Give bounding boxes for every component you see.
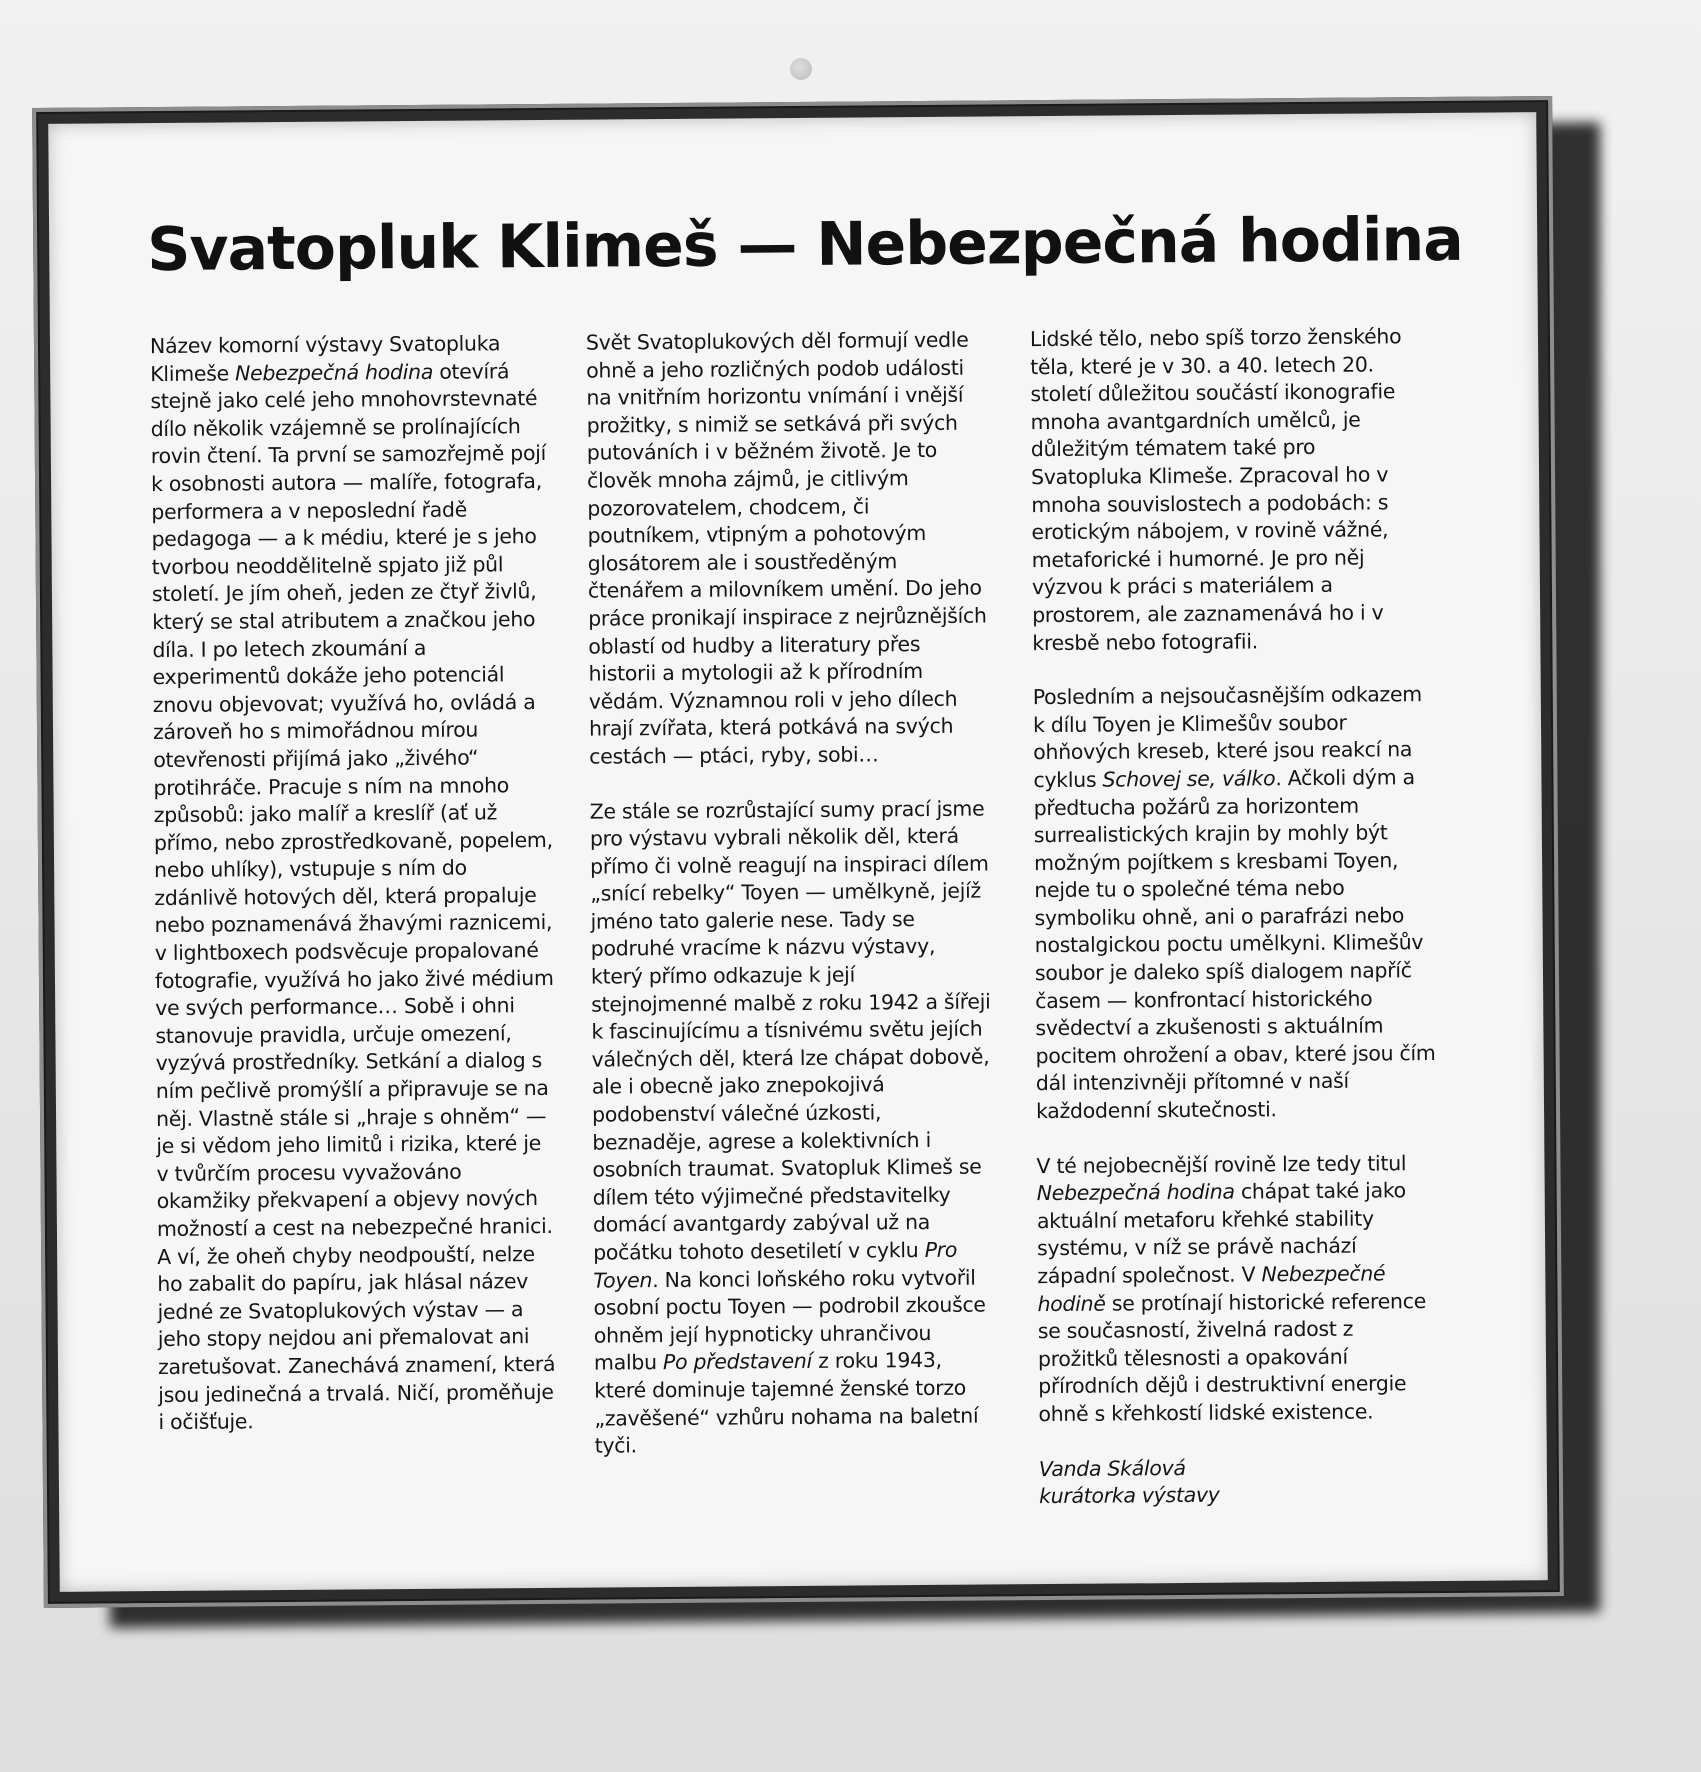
signature-role: kurátorka výstavy [1038, 1482, 1220, 1509]
paragraph [1036, 1150, 1438, 1429]
signature [1039, 1453, 1439, 1511]
exhibition-title: Svatopluk Klimeš — Nebezpečná hodina [146, 204, 1463, 286]
text-span: Posledním a nejsoučasnějším odkazem k dílu Toyen je Klimešův soubor ohňových kreseb, které jsou reakcí na cyklus [1032, 682, 1422, 793]
paragraph: Svět Svatoplukových děl formují vedle ohně a jeho rozličných podob události na vnitřním horizontu vnímání i vnější prožitky, s nimiž se setkává při svých putováních i v běžném životě. Je to člověk mnoha zájmů, je citlivým pozorovatelem, chodcem, či poutníkem, vtipným a pohotovým glosátorem ale i soustředěným čtenářem a milovníkem umění. Do jeho práce pronikají inspirace z nejrůznějších oblastí od hudby a literatury přes historii a mytologii až k přírodním vědám. Významnou roli v jeho dílech hrají zvířata, která potkává na svých cestách — ptáci, ryby, sobi… [585, 327, 987, 769]
text-span: . Ačkoli dým a předtucha požárů za horizontem surrealistických krajin by mohly být možným pojítkem s kresbami Toyen, nejde tu o společné téma nebo symboliku ohně, ani o parafrázi nebo nostalgickou poctu umělkyni. Klimešův soubor je daleko spíš dialogem napříč časem — konfrontací historického svědectví a zkušenosti s aktuálním pocitem ohrožení a obav, které jsou čím dál intenzivněji přítomné v naší každodenní skutečnosti. [1033, 765, 1436, 1124]
italic-title: Nebezpečné hodině [1037, 1261, 1386, 1316]
text-span: Název komorní výstavy Svatopluka Klimeše [149, 331, 501, 386]
text-span: V té nejobecnější rovině lze tedy titul [1036, 1150, 1407, 1178]
text-span: chápat také jako aktuální metaforu křehké stability systému, v níž se právě nachází západní společnost. V [1036, 1178, 1406, 1289]
italic-title: Nebezpečná hodina [234, 359, 434, 385]
text-column-3 [1030, 323, 1439, 1511]
italic-title: Nebezpečná hodina [1036, 1179, 1235, 1206]
text-span: se protínají historické reference se současností, živelná radost z prožitků tělesnosti a opakování přírodních dějů i destruktivní energie ohně s křehkostí lidské existence. [1037, 1288, 1427, 1427]
paragraph [590, 795, 995, 1460]
paragraph [150, 330, 559, 1437]
signature-name: Vanda Skálová [1038, 1455, 1186, 1481]
text-column-1 [150, 330, 559, 1437]
picture-frame [32, 96, 1564, 1608]
wall-nail [790, 58, 812, 80]
italic-title: Pro Toyen [593, 1237, 958, 1293]
italic-title: Schovej se, válko [1102, 766, 1276, 792]
exhibition-text-panel [48, 112, 1547, 1592]
paragraph [1033, 681, 1436, 1126]
text-span: Ze stále se rozrůstající sumy prací jsme pro výstavu vybrali několik děl, která přímo či volně reagují na inspiraci dílem „snící rebelky“ Toyen — umělkyně, jejíž jméno tato galerie nese. Tady se podruhé vracíme k názvu výstavy, který přímo odkazuje k její stejnojmenné malbě z roku 1942 a šířeji k fascinujícímu a tísnivému světu jejích válečných děl, která lze chápat dobově, ale i obecně jako znepokojivá podobenství válečné úzkosti, beznaděje, agrese a kolektivních i osobních traumat. Svatopluk Klimeš se dílem této výjimečné představitelky domácí avantgardy zabýval už na počátku tohoto desetiletí v cyklu [589, 796, 991, 1265]
text-span: otevírá stejně jako celé jeho mnohovrstevnaté dílo několik vzájemně se prolínajících rovin čtení. Ta první se samozřejmě pojí k osobnosti autora — malíře, fotografa, performera a v neposlední řadě pedagoga — a k médiu, které je s jeho tvorbou neoddělitelně spjato již půl století. Je jím oheň, jeden ze čtyř živlů, který se stal atributem a značkou jeho díla. I po letech zkoumání a experimentů dokáže jeho potenciál znovu objevovat; využívá ho, ovládá a zároveň ho s mimořádnou mírou otevřenosti přijímá jako „živého“ protihráče. Pracuje s ním na mnoho způsobů: jako malíř a kreslíř (ať už přímo, nebo zprostředkovaně, popelem, nebo uhlíky), vstupuje s ním do zdánlivě hotových děl, která propaluje nebo poznamenává žhavými raznicemi, v lightboxech podsvěcuje propalované fotografie, využívá ho jako živé médium ve svých performance… Sobě i ohni stanovuje pravidla, určuje omezení, vyzývá prostředníky. Setkání a dialog s ním pečlivě promýšlí a připravuje se na něj. Vlastně stále si „hraje s ohněm“ — je si vědom jeho limitů i rizika, které je v tvůrčím procesu vyvažováno okamžiky překvapení a objevy nových možností a cest na nebezpečné hranici. A ví, že oheň chyby neodpouští, nelze ho zabalit do papíru, jak hlásal název jedné ze Svatoplukových výstav — a jeho stopy nejdou ani přemalovat ani zaretušovat. Zanechává znamení, která jsou jedinečná a trvalá. Ničí, proměňuje i očišťuje. [150, 358, 556, 1435]
paragraph: Lidské tělo, nebo spíš torzo ženského těla, které je v 30. a 40. letech 20. století důležitou součástí ikonografie mnoha avantgardních umělců, je důležitým tématem také pro Svatopluka Klimeše. Zpracoval ho v mnoha souvislostech a podobách: s erotickým nábojem, v rovině vážné, metaforické i humorné. Je pro něj výzvou k práci s materiálem a prostorem, ale zaznamenává ho i v kresbě nebo fotografii. [1029, 324, 1402, 655]
text-span: . Na konci loňského roku vytvořil osobní poctu Toyen — podrobil zkoušce ohněm její hypnoticky uhrančivou malbu [593, 1265, 986, 1375]
text-span: z roku 1943, které dominuje tajemné ženské torzo „zavěšené“ vzhůru nohama na baletní tyči. [594, 1348, 979, 1458]
text-column-2 [586, 327, 995, 1461]
italic-title: Po představení [662, 1349, 813, 1375]
